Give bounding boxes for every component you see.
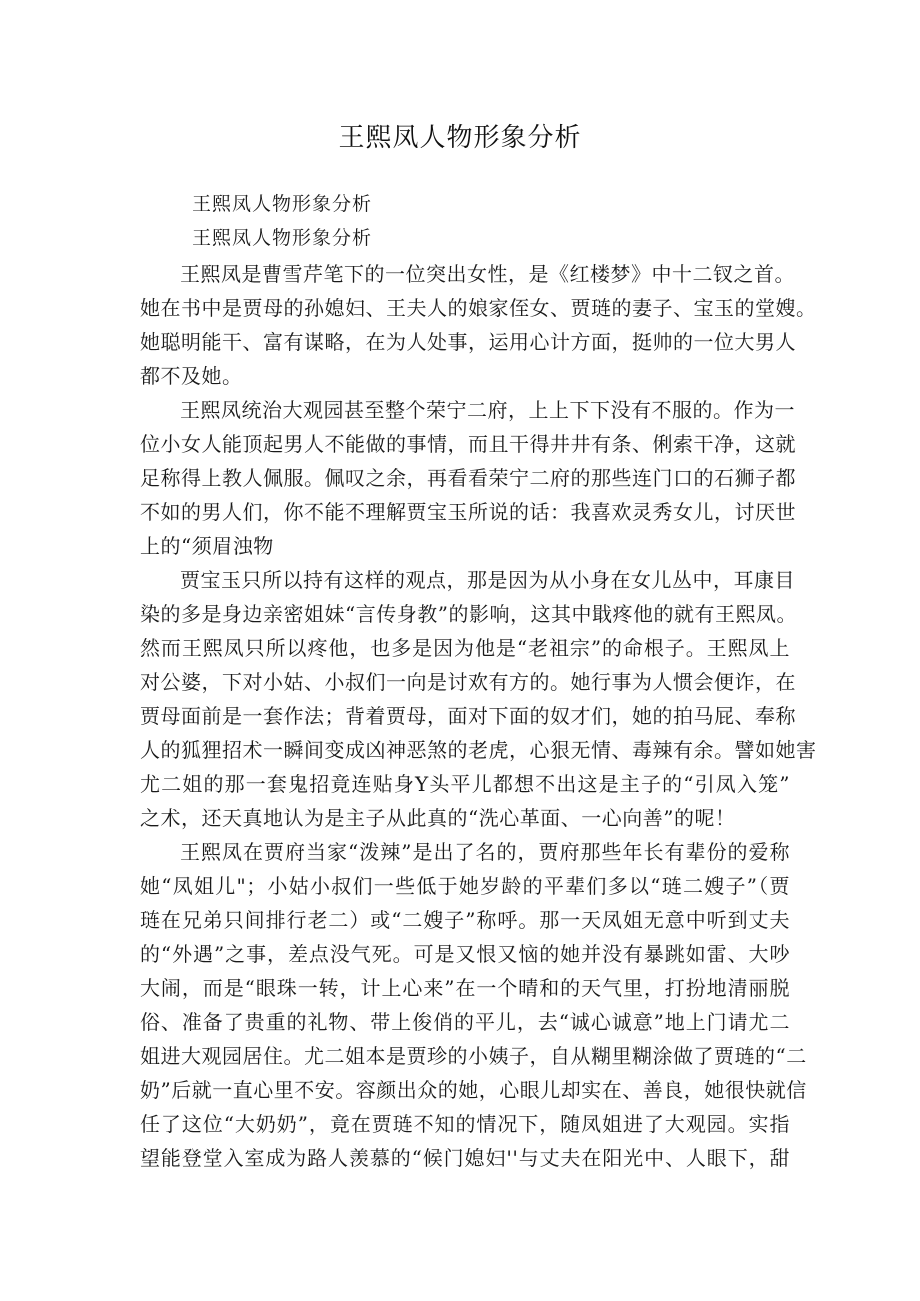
- page-title: 王熙凤人物形象分析: [338, 123, 582, 153]
- text-line: 位小女人能顶起男人不能做的事情，而且干得井井有条、俐索干净，这就: [140, 432, 796, 456]
- text-line: 贾宝玉只所以持有这样的观点，那是因为从小身在女儿丛中，耳康目: [180, 568, 795, 592]
- text-line: 琏在兄弟只间排行老二）或“二嫂子”称呼。那一天凤姐无意中听到丈夫: [140, 908, 790, 932]
- text-line: 姐进大观园居住。尤二姐本是贾珍的小姨子，自从糊里糊涂做了贾琏的“二: [140, 1044, 807, 1068]
- paragraph: [140, 393, 796, 563]
- text-line: 染的多是身边亲密姐妹“言传身教”的影响，这其中戢疼他的就有王熙凤。: [140, 602, 797, 626]
- text-line: 人的狐狸招术一瞬间变成凶神恶煞的老虎，心狠无情、毒辣有余。譬如她害: [140, 738, 817, 762]
- text-line: 俗、准备了贵重的礼物、带上俊俏的平儿，去“诚心诚意”地上门请尤二: [140, 1010, 790, 1034]
- text-line: 望能登堂入室成为路人羡慕的“候门媳妇''与丈夫在阳光中、人眼下，甜: [140, 1146, 790, 1170]
- text-line: 她“凤姐儿"；小姑小叔们一些低于她岁龄的平辈们多以“琏二嫂子”（贾: [140, 874, 790, 898]
- text-line: 之术，还天真地认为是主子从此真的“洗心革面、一心向善”的呢！: [140, 806, 736, 830]
- text-line: 不如的男人们，你不能不理解贾宝玉所说的话：我喜欢灵秀女儿，讨厌世: [140, 500, 796, 524]
- text-line: 上的“须眉浊物: [140, 534, 274, 558]
- text-line: 任了这位“大奶奶”，竟在贾琏不知的情况下，随凤姐进了大观园。实指: [140, 1112, 790, 1136]
- text-line: 她在书中是贾母的孙媳妇、王夫人的娘家侄女、贾琏的妻子、宝玉的堂嫂。: [140, 296, 817, 320]
- text-line: 足称得上教人佩服。佩叹之余，再看看荣宁二府的那些连门口的石狮子都: [140, 466, 796, 490]
- text-line: 贾母面前是一套作法；背着贾母，面对下面的奴才们，她的拍马屁、奉称: [140, 704, 796, 728]
- text-line: 王熙凤统治大观园甚至整个荣宁二府，上上下下没有不服的。作为一: [180, 398, 795, 422]
- text-line: 大闹，而是“眼珠一转，计上心来”在一个晴和的天气里，打扮地清丽脱: [140, 976, 790, 1000]
- article-body: [140, 257, 817, 1175]
- subtitle-line: 王熙凤人物形象分析: [192, 227, 373, 249]
- text-line: 她聪明能干、富有谋略，在为人处事，运用心计方面，挺帅的一位大男人: [140, 330, 796, 354]
- text-line: 王熙凤在贾府当家“泼辣”是出了名的，贾府那些年长有辈份的爱称: [180, 840, 790, 864]
- paragraph: [140, 835, 807, 1175]
- text-line: 对公婆，下对小姑、小叔们一向是讨欢有方的。她行事为人惯会便诈，在: [140, 670, 796, 694]
- paragraph: [140, 563, 817, 835]
- paragraph: [140, 257, 817, 393]
- text-line: 都不及她。: [140, 364, 243, 388]
- text-line: 然而王熙凤只所以疼他，也多是因为他是“老祖宗”的命根子。王熙凤上: [140, 636, 790, 660]
- text-line: 王熙凤是曹雪芹笔下的一位突出女性，是《红楼梦》中十二钗之首。: [180, 262, 795, 286]
- text-line: 尤二姐的那一套鬼招竟连贴身Y头平儿都想不出这是主子的“引凤入笼”: [140, 772, 790, 796]
- text-line: 奶”后就一直心里不安。容颜出众的她，心眼儿却实在、善良，她很快就信: [140, 1078, 807, 1102]
- subtitle-line: 王熙凤人物形象分析: [192, 193, 373, 215]
- text-line: 的“外遇”之事，差点没气死。可是又恨又恼的她并没有暴跳如雷、大吵: [140, 942, 790, 966]
